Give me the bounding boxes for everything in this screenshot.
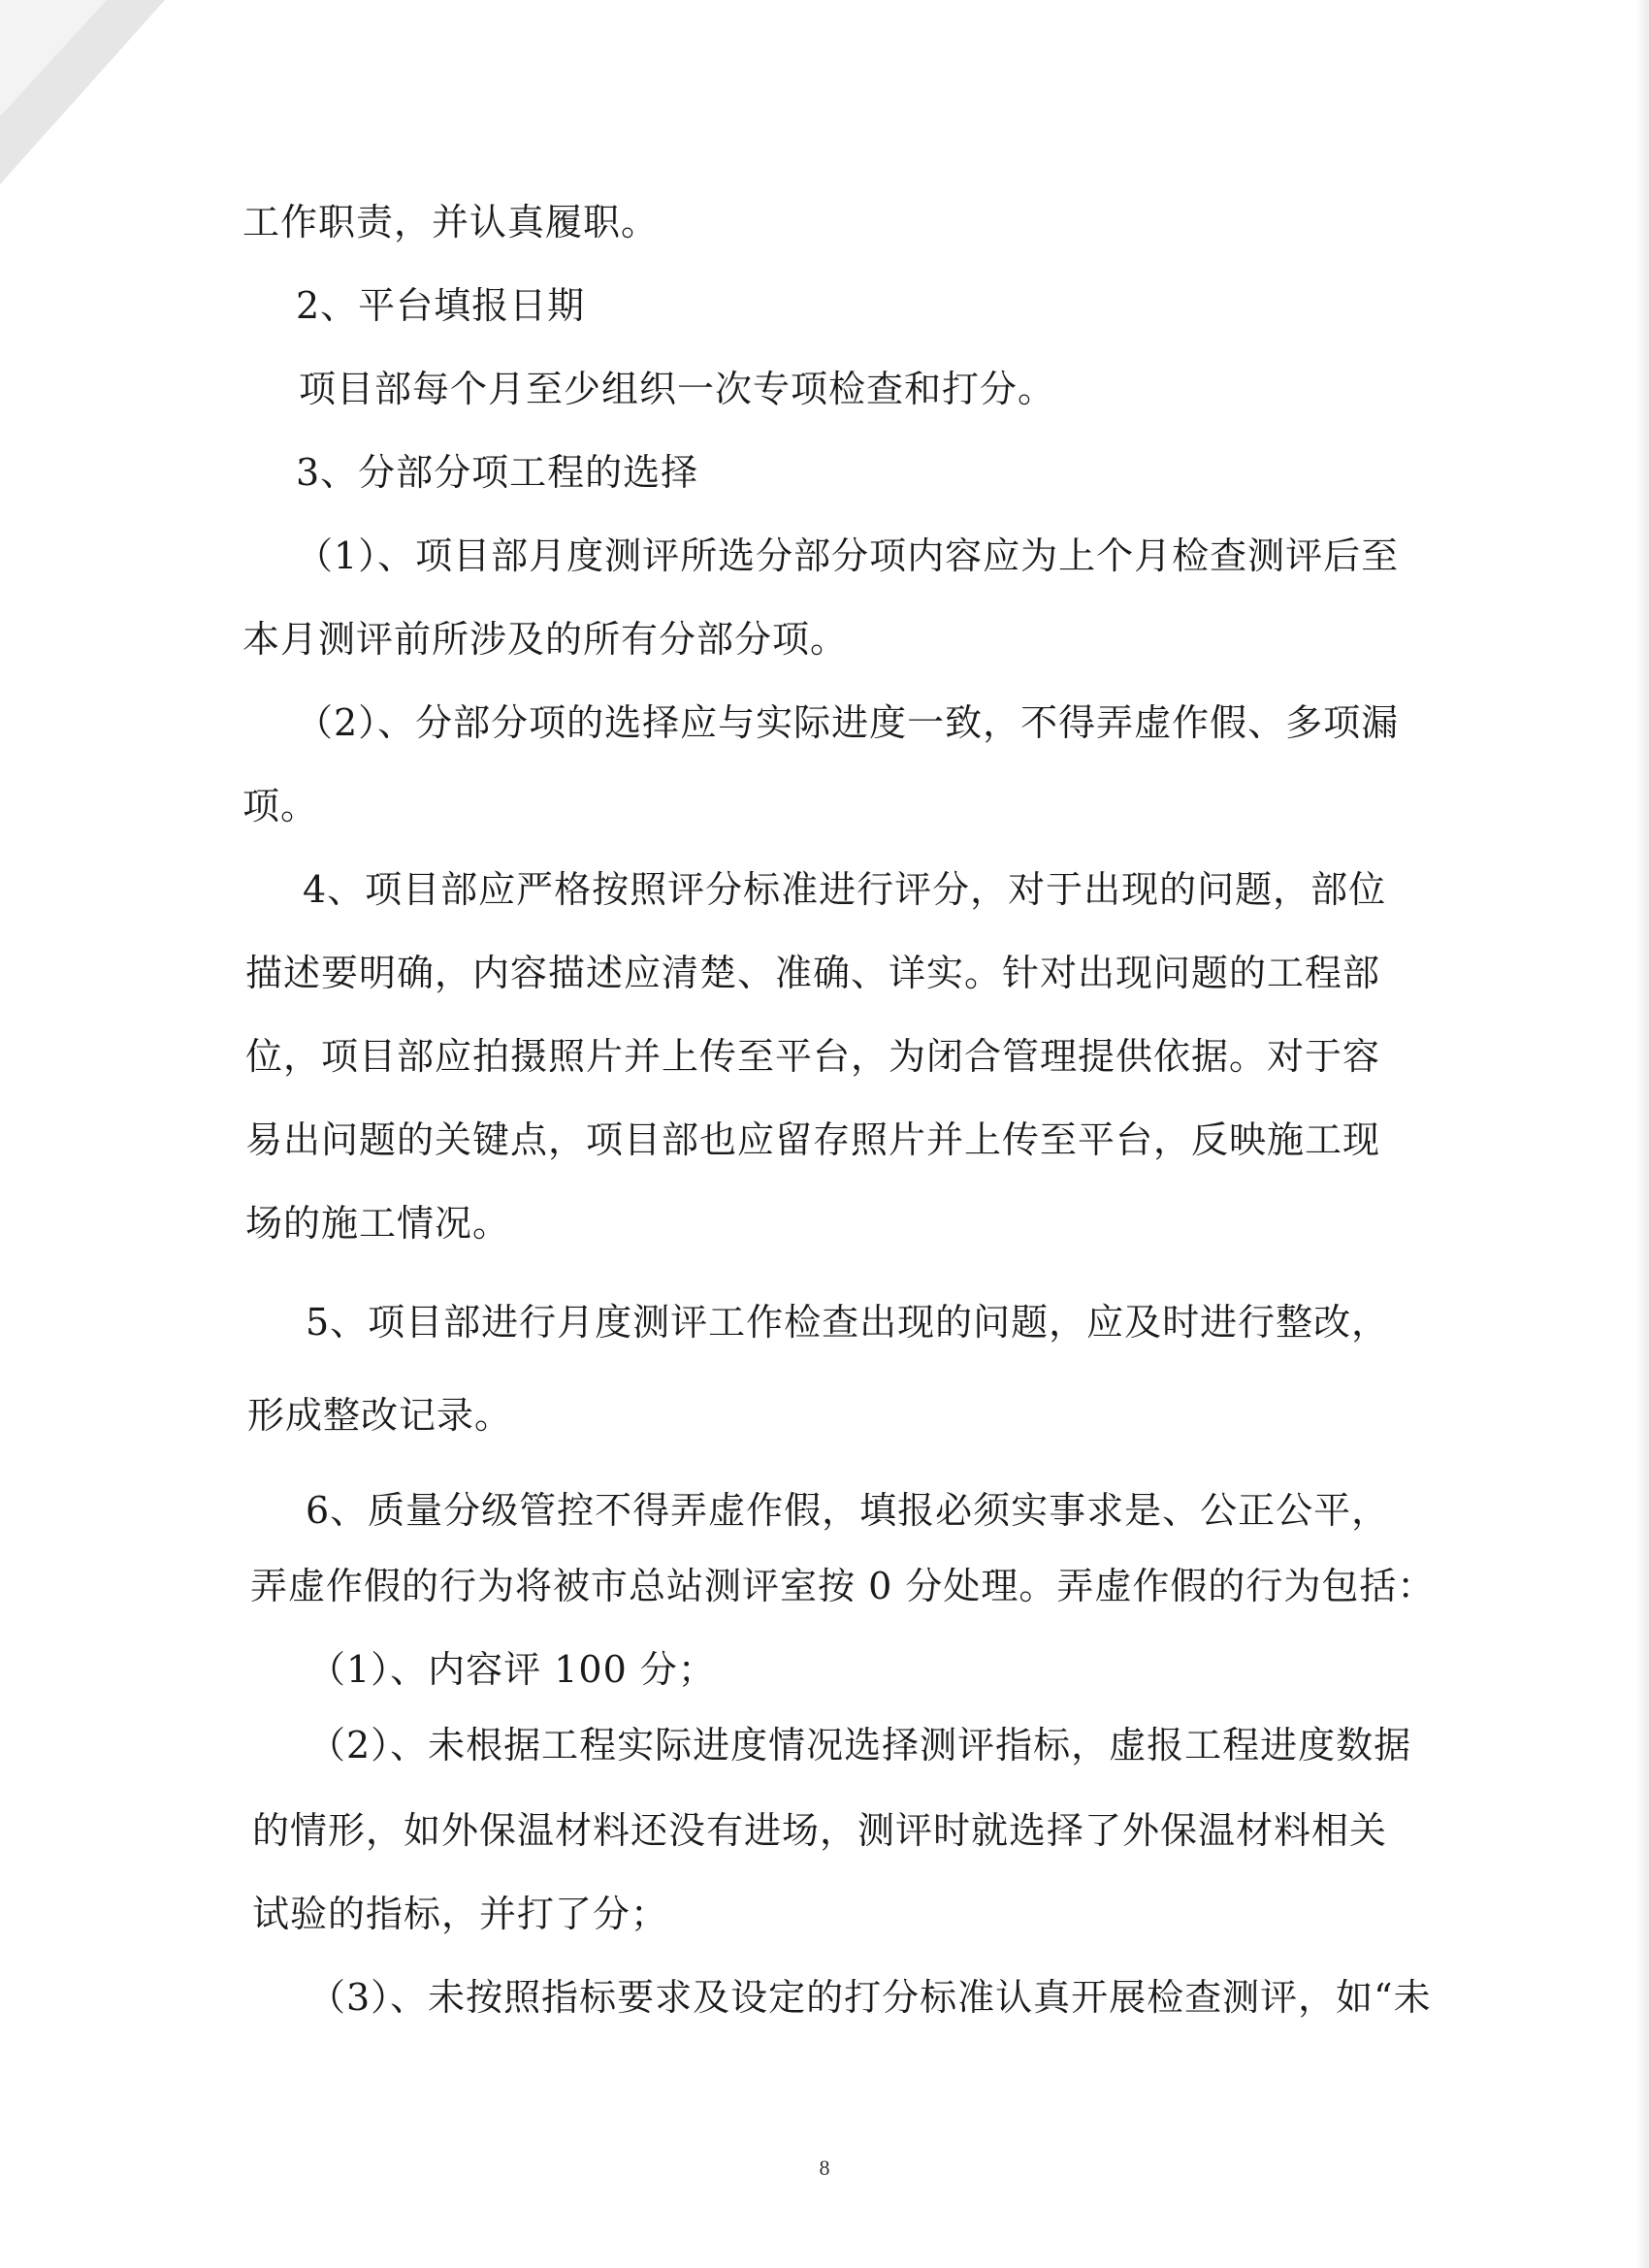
- text-line: 的情形，如外保温材料还没有进场，测评时就选择了外保温材料相关: [252, 1809, 1388, 1852]
- text-line: 形成整改记录。: [247, 1394, 513, 1437]
- text-line: （2）、分部分项的选择应与实际进度一致，不得弄虚作假、多项漏: [296, 701, 1400, 744]
- text-line: 本月测评前所涉及的所有分部分项。: [242, 618, 849, 661]
- text-line: 6、质量分级管控不得弄虚作假，填报必须实事求是、公正公平，: [306, 1489, 1390, 1532]
- text-line: 工作职责，并认真履职。: [242, 201, 660, 243]
- text-line: 项目部每个月至少组织一次专项检查和打分。: [299, 368, 1056, 410]
- text-line: 项。: [242, 785, 319, 827]
- text-line: 描述要明确，内容描述应清楚、准确、详实。针对出现问题的工程部: [245, 952, 1381, 994]
- text-line: 5、项目部进行月度测评工作检查出现的问题，应及时进行整改，: [306, 1301, 1390, 1344]
- text-line: 试验的指标，并打了分；: [252, 1893, 669, 1935]
- text-line: 弄虚作假的行为将被市总站测评室按 0 分处理。弄虚作假的行为包括：: [250, 1565, 1436, 1607]
- text-line: 易出问题的关键点，项目部也应留存照片并上传至平台，反映施工现: [245, 1118, 1381, 1161]
- section-heading: 2、平台填报日期: [296, 284, 586, 327]
- page-number: 8: [819, 2155, 830, 2180]
- folded-corner-edge: [0, 0, 107, 116]
- text-line: （1）、内容评 100 分；: [308, 1648, 716, 1691]
- text-line: 位，项目部应拍摄照片并上传至平台，为闭合管理提供依据。对于容: [245, 1035, 1381, 1078]
- section-heading: 3、分部分项工程的选择: [296, 451, 699, 494]
- scan-edge-shadow: [1635, 0, 1649, 2268]
- text-line: 4、项目部应严格按照评分标准进行评分，对于出现的问题，部位: [303, 868, 1387, 911]
- text-line: （3）、未按照指标要求及设定的打分标准认真开展检查测评，如“未: [308, 1976, 1432, 2019]
- text-line: （1）、项目部月度测评所选分部分项内容应为上个月检查测评后至: [296, 535, 1400, 577]
- text-line: （2）、未根据工程实际进度情况选择测评指标，虚报工程进度数据: [308, 1724, 1412, 1766]
- text-line: 场的施工情况。: [245, 1202, 511, 1245]
